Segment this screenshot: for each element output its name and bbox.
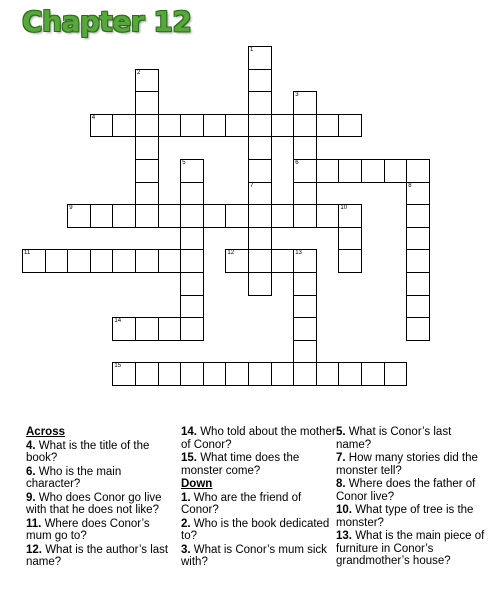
clue-number-label: 10 <box>340 205 348 212</box>
crossword-cell[interactable] <box>180 114 204 138</box>
crossword-cell[interactable] <box>293 204 317 228</box>
clue-text: What is the author’s last name? <box>26 543 169 568</box>
clue-text: Where does the father of Conor live? <box>336 478 476 503</box>
crossword-cell[interactable] <box>338 227 362 251</box>
crossword-cell[interactable] <box>135 136 159 160</box>
crossword-cell[interactable] <box>248 227 272 251</box>
crossword-cell[interactable] <box>225 362 249 386</box>
clue-number: 1. <box>181 491 194 504</box>
clue-number-label: 1 <box>250 47 254 53</box>
crossword-cell[interactable] <box>316 204 340 228</box>
crossword-cell[interactable] <box>67 249 91 273</box>
crossword-cell[interactable] <box>248 46 272 70</box>
clue-number-label: 15 <box>114 363 122 370</box>
clue-item <box>181 492 341 517</box>
clue-number-label: 13 <box>295 250 302 257</box>
clue-item <box>181 426 341 451</box>
crossword-cell[interactable] <box>135 114 159 138</box>
clue-number-label: 11 <box>24 250 31 257</box>
crossword-cell[interactable] <box>271 362 295 386</box>
crossword-cell[interactable] <box>112 362 136 386</box>
clue-number: 5. <box>336 426 349 438</box>
clue-text: What type of tree is the monster? <box>336 504 474 529</box>
chapter-title: Chapter 12 <box>22 5 192 38</box>
clue-text: Who does Conor go live with that he does not like? <box>26 491 162 516</box>
clue-text: Who are the friend of Conor? <box>181 491 302 516</box>
clue-item <box>26 518 176 543</box>
crossword-cell[interactable] <box>293 91 317 115</box>
clue-number-label: 9 <box>69 205 73 212</box>
clue-number: 3. <box>181 543 194 556</box>
crossword-cell[interactable] <box>225 204 249 228</box>
clue-number: 6. <box>26 465 39 478</box>
crossword-cell[interactable] <box>293 114 317 138</box>
crossword-cell[interactable] <box>406 182 430 206</box>
crossword-cell[interactable] <box>203 362 227 386</box>
clue-number: 11. <box>26 517 45 530</box>
clue-text: Who is the main character? <box>26 465 122 490</box>
crossword-cell[interactable] <box>271 249 295 273</box>
crossword-cell[interactable] <box>158 249 182 273</box>
crossword-cell[interactable] <box>384 362 408 386</box>
crossword-cell[interactable] <box>338 159 362 183</box>
crossword-cell[interactable] <box>248 249 272 273</box>
clue-item <box>336 426 486 451</box>
crossword-cell[interactable] <box>90 249 114 273</box>
clue-number: 10. <box>336 504 356 516</box>
crossword-cell[interactable] <box>248 159 272 183</box>
crossword-cell[interactable] <box>338 362 362 386</box>
crossword-cell[interactable] <box>225 249 249 273</box>
crossword-cell[interactable] <box>225 114 249 138</box>
clue-number: 2. <box>181 517 194 530</box>
clue-text: What is the title of the book? <box>26 439 150 464</box>
crossword-cell[interactable] <box>248 272 272 296</box>
clue-text: How many stories did the monster tell? <box>336 452 478 477</box>
clue-item <box>26 544 176 569</box>
crossword-cell[interactable] <box>135 317 159 341</box>
clue-text: What is Conor’s mum sick with? <box>181 543 327 568</box>
crossword-cell[interactable] <box>361 159 385 183</box>
crossword-cell[interactable] <box>293 136 317 160</box>
crossword-cell[interactable] <box>293 362 317 386</box>
clues-column-3 <box>336 426 486 569</box>
crossword-cell[interactable] <box>135 69 159 93</box>
crossword-cell[interactable] <box>248 69 272 93</box>
clue-item <box>336 530 486 568</box>
crossword-cell[interactable] <box>293 182 317 206</box>
clue-number-label: 8 <box>408 182 412 189</box>
crossword-cell[interactable] <box>248 362 272 386</box>
crossword-cell[interactable] <box>406 227 430 251</box>
clues-column-1 <box>26 426 176 570</box>
crossword-cell[interactable] <box>248 91 272 115</box>
clue-number-label: 6 <box>295 160 299 166</box>
clue-number: 4. <box>26 439 39 452</box>
crossword-cell[interactable] <box>406 295 430 319</box>
crossword-cell[interactable] <box>158 204 182 228</box>
clue-number: 14. <box>181 426 201 438</box>
crossword-cell[interactable] <box>361 362 385 386</box>
clue-item <box>181 544 341 569</box>
crossword-cell[interactable] <box>271 204 295 228</box>
crossword-cell[interactable] <box>293 295 317 319</box>
clue-item <box>336 452 486 477</box>
clue-number-label: 3 <box>295 92 299 99</box>
crossword-cell[interactable] <box>338 114 362 138</box>
crossword-cell[interactable] <box>271 114 295 138</box>
clue-number: 7. <box>336 452 349 464</box>
clue-item <box>26 440 176 465</box>
clues-section <box>26 426 486 594</box>
crossword-cell[interactable] <box>406 272 430 296</box>
crossword-cell[interactable] <box>135 182 159 206</box>
crossword-cell[interactable] <box>158 362 182 386</box>
crossword-cell[interactable] <box>293 317 317 341</box>
crossword-cell[interactable] <box>384 159 408 183</box>
crossword-cell[interactable] <box>180 159 204 183</box>
crossword-cell[interactable] <box>406 249 430 273</box>
clue-number: 13. <box>336 530 356 542</box>
crossword-cell[interactable] <box>180 182 204 206</box>
clue-item <box>181 452 341 477</box>
across-heading: Across <box>26 426 65 438</box>
clue-number-label: 5 <box>182 160 186 166</box>
clue-number-label: 7 <box>250 182 254 189</box>
crossword-cell[interactable] <box>158 317 182 341</box>
crossword-cell[interactable] <box>248 204 272 228</box>
crossword-cell[interactable] <box>338 249 362 273</box>
crossword-cell[interactable] <box>248 182 272 206</box>
crossword-cell[interactable] <box>293 159 317 183</box>
crossword-cell[interactable] <box>180 227 204 251</box>
crossword-cell[interactable] <box>112 114 136 138</box>
clue-number-label: 4 <box>91 114 96 121</box>
crossword-cell[interactable] <box>135 204 159 228</box>
crossword-cell[interactable] <box>180 362 204 386</box>
crossword-cell[interactable] <box>180 317 204 341</box>
crossword-cell[interactable] <box>316 159 340 183</box>
crossword-cell[interactable] <box>112 249 136 273</box>
crossword-cell[interactable] <box>316 114 340 138</box>
crossword-cell[interactable] <box>406 317 430 341</box>
clue-number: 12. <box>26 543 46 556</box>
clue-number-label: 2 <box>137 69 141 76</box>
clue-number-label: 14 <box>114 318 122 325</box>
clue-item <box>181 518 341 543</box>
crossword-cell[interactable] <box>293 272 317 296</box>
crossword-cell[interactable] <box>112 317 136 341</box>
clue-text: What is the main piece of furniture in Conor’s grandmother’s house? <box>336 530 485 567</box>
clue-text: Who told about the mother of Conor? <box>181 426 336 451</box>
clue-number-label: 12 <box>227 250 235 257</box>
clue-text: What time does the monster come? <box>181 452 300 477</box>
crossword-cell[interactable] <box>90 204 114 228</box>
crossword-cell[interactable] <box>45 249 69 273</box>
crossword-cell[interactable] <box>90 114 114 138</box>
crossword-cell[interactable] <box>316 362 340 386</box>
clue-item <box>26 492 176 517</box>
clue-text: Where does Conor’s mum go to? <box>26 517 150 542</box>
crossword-cell[interactable] <box>406 204 430 228</box>
crossword-cell[interactable] <box>67 204 91 228</box>
clue-item <box>336 478 486 503</box>
crossword-cell[interactable] <box>293 340 317 364</box>
clues-column-2 <box>181 426 341 570</box>
clue-number: 15. <box>181 452 201 464</box>
crossword-cell[interactable] <box>112 204 136 228</box>
crossword-cell[interactable] <box>248 136 272 160</box>
clue-number: 8. <box>336 478 349 490</box>
crossword-cell[interactable] <box>406 159 430 183</box>
crossword-cell[interactable] <box>338 204 362 228</box>
clue-text: What is Conor’s last name? <box>336 426 452 451</box>
down-heading: Down <box>181 478 213 490</box>
crossword-cell[interactable] <box>248 114 272 138</box>
clue-text: Who is the book dedicated to? <box>181 517 330 542</box>
crossword-cell[interactable] <box>203 204 227 228</box>
crossword-cell[interactable] <box>135 159 159 183</box>
crossword-cell[interactable] <box>180 272 204 296</box>
crossword-cell[interactable] <box>158 114 182 138</box>
crossword-cell[interactable] <box>22 249 46 273</box>
clue-item <box>26 466 176 491</box>
crossword-cell[interactable] <box>180 204 204 228</box>
clue-number: 9. <box>26 491 39 504</box>
clue-item <box>336 504 486 529</box>
crossword-cell[interactable] <box>203 114 227 138</box>
crossword-cell[interactable] <box>135 91 159 115</box>
crossword-cell[interactable] <box>180 249 204 273</box>
crossword-cell[interactable] <box>135 362 159 386</box>
crossword-cell[interactable] <box>135 249 159 273</box>
crossword-cell[interactable] <box>293 249 317 273</box>
crossword-cell[interactable] <box>180 295 204 319</box>
